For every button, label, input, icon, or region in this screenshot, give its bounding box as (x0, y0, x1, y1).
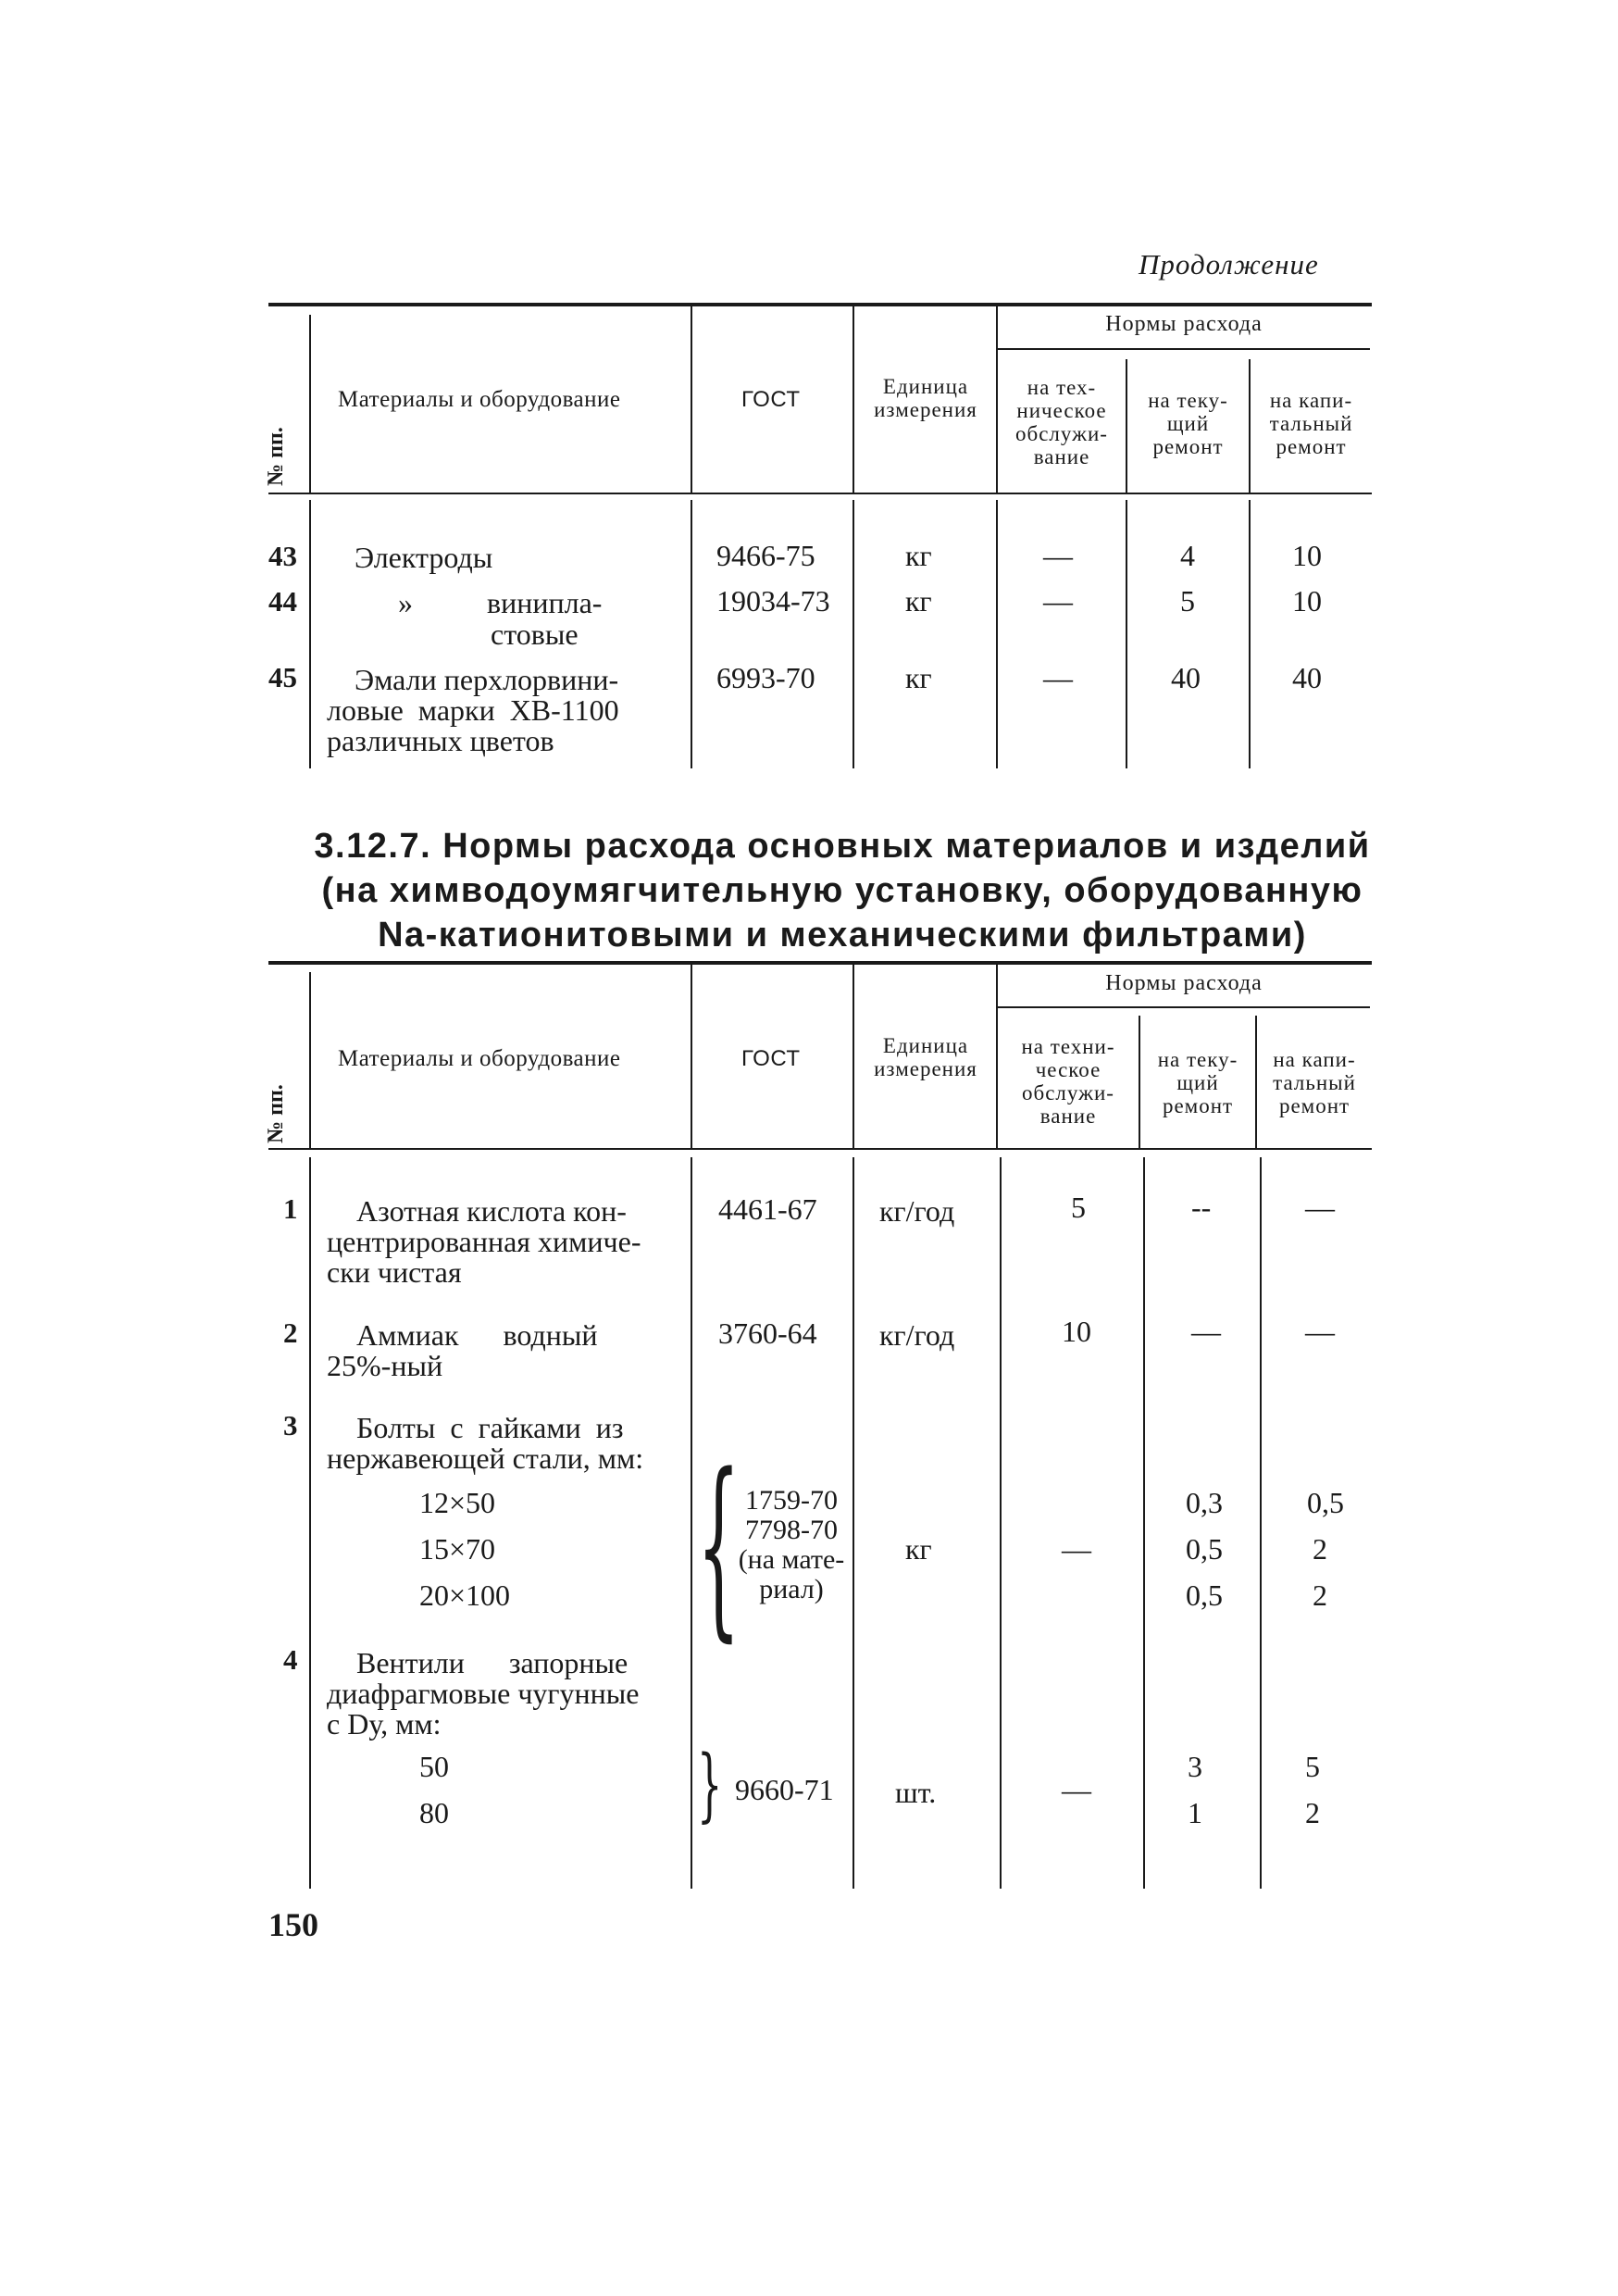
header-line: обслужи- (1015, 422, 1108, 445)
left-brace: { (697, 1432, 741, 1659)
unit-value: кг (905, 539, 932, 572)
col-rule (309, 500, 311, 768)
current-value: 1 (1188, 1796, 1202, 1829)
material-name: нержавеющей стали, мм: (327, 1441, 644, 1475)
unit-value: кг (905, 584, 932, 618)
col-rule (853, 306, 854, 493)
unit-header (855, 375, 996, 421)
norms-header: Нормы расхода (1105, 971, 1263, 995)
unit-header (855, 1034, 996, 1080)
size-value: 20×100 (419, 1578, 511, 1612)
col-rule (309, 1157, 311, 1889)
unit-header-line: измерения (874, 1057, 977, 1080)
col-rule (853, 965, 854, 1148)
col-rule (691, 306, 692, 493)
current-value: 5 (1180, 584, 1195, 618)
size-value: 12×50 (419, 1486, 496, 1519)
maint-value: — (1062, 1773, 1091, 1806)
norms-rule (998, 348, 1370, 350)
capital-header (1251, 389, 1372, 458)
header-line: тальный (1269, 412, 1353, 435)
heading-line: 3.12.7. Нормы расхода основных материалов и изделий (314, 827, 1371, 866)
material-name: Болты с гайками из (356, 1411, 624, 1444)
gost-value: 9466-75 (716, 539, 815, 572)
gost-value: 9660-71 (735, 1773, 834, 1806)
gost-value: 6993-70 (716, 661, 815, 694)
maint-header (998, 1035, 1139, 1128)
materials-header: Материалы и оборудование (338, 387, 621, 412)
maint-value: 5 (1071, 1191, 1086, 1224)
gost-value (731, 1486, 852, 1604)
current-value: 3 (1188, 1750, 1202, 1783)
col-rule (1249, 500, 1251, 768)
gost-header: ГОСТ (741, 1046, 801, 1071)
page-number: 150 (268, 1906, 318, 1943)
col-rule (309, 315, 311, 493)
num-col-header: № пп. (264, 1084, 288, 1143)
current-value: 4 (1180, 539, 1195, 572)
header-line: щий (1176, 1071, 1219, 1094)
material-name: Электроды (355, 541, 493, 574)
col-rule (1260, 1157, 1262, 1889)
col-rule (691, 965, 692, 1148)
header-line: вание (1033, 445, 1090, 468)
unit-value: кг (905, 1532, 932, 1566)
gost-line: 7798-70 (745, 1515, 838, 1545)
material-name: Аммиак водный (356, 1318, 598, 1352)
capital-value: 2 (1313, 1532, 1327, 1566)
header-bottom-rule (268, 493, 1372, 494)
col-rule (691, 1157, 692, 1889)
gost-value: 19034-73 (716, 584, 830, 618)
norms-rule (998, 1006, 1370, 1008)
gost-value: 4461-67 (718, 1192, 817, 1226)
header-line: ческое (1035, 1058, 1101, 1081)
maint-value: — (1062, 1532, 1091, 1566)
material-name: различных цветов (327, 724, 554, 757)
header-line: вание (1039, 1104, 1097, 1128)
maint-header (998, 376, 1126, 468)
materials-header: Материалы и оборудование (338, 1046, 621, 1071)
header-line: ремонт (1276, 435, 1347, 458)
header-line: на капи- (1273, 1048, 1356, 1071)
right-brace: } (697, 1739, 723, 1831)
size-value: 80 (419, 1796, 449, 1829)
gost-line: 1759-70 (745, 1485, 838, 1516)
capital-value: — (1305, 1315, 1335, 1348)
row-number: 3 (283, 1409, 298, 1441)
capital-value: 0,5 (1307, 1486, 1344, 1519)
material-name: стовые (491, 618, 579, 651)
heading-line: (на химводоумягчительную установку, оборудованную (321, 871, 1363, 910)
section-heading (310, 824, 1375, 957)
current-value: 40 (1171, 661, 1201, 694)
capital-value: 2 (1313, 1578, 1327, 1612)
col-rule (996, 500, 998, 768)
col-rule (1126, 500, 1127, 768)
norms-header: Нормы расхода (1105, 312, 1263, 336)
material-name: Азотная кислота кон- (356, 1194, 627, 1228)
header-line: ническое (1016, 399, 1107, 422)
material-name: Вентили запорные (356, 1646, 629, 1679)
capital-header (1257, 1048, 1372, 1117)
gost-line: (на мате- (738, 1544, 845, 1575)
unit-value: кг/год (879, 1194, 955, 1228)
size-value: 15×70 (419, 1532, 496, 1566)
current-value: -- (1191, 1191, 1212, 1224)
header-line: тальный (1273, 1071, 1356, 1094)
continuation-label: Продолжение (1139, 248, 1319, 281)
col-rule (853, 1157, 854, 1889)
col-rule (853, 500, 854, 768)
heading-line: Na-катионитовыми и механическими фильтрами) (378, 916, 1307, 955)
col-rule (1143, 1157, 1145, 1889)
header-line: обслужи- (1022, 1081, 1114, 1104)
material-name: диафрагмовые чугунные (327, 1677, 640, 1710)
current-value: — (1191, 1315, 1221, 1348)
table-top-rule (268, 303, 1372, 306)
header-line: на тех- (1027, 376, 1097, 399)
current-value: 0,5 (1186, 1578, 1223, 1612)
gost-value: 3760-64 (718, 1316, 817, 1350)
unit-header-line: Единица (882, 375, 969, 398)
gost-line: риал) (759, 1574, 824, 1604)
capital-value: 10 (1292, 539, 1322, 572)
material-name: Эмали перхлорвини- (355, 663, 619, 696)
material-name: ски чистая (327, 1255, 462, 1289)
num-col-header: № пп. (264, 427, 288, 486)
capital-value: 40 (1292, 661, 1322, 694)
row-number: 4 (283, 1643, 298, 1676)
size-value: 50 (419, 1750, 449, 1783)
header-line: на техни- (1021, 1035, 1115, 1058)
material-name: центрированная химиче- (327, 1225, 641, 1258)
unit-value: шт. (895, 1776, 937, 1809)
current-value: 0,5 (1186, 1532, 1223, 1566)
col-rule (309, 972, 311, 1148)
unit-value: кг/год (879, 1318, 955, 1352)
capital-value: — (1305, 1191, 1335, 1224)
row-number: 1 (283, 1192, 298, 1225)
unit-header-line: измерения (874, 398, 977, 421)
maint-value: 10 (1062, 1315, 1091, 1348)
header-line: на капи- (1269, 389, 1353, 412)
capital-value: 5 (1305, 1750, 1320, 1783)
current-header (1140, 1048, 1255, 1117)
header-line: на теку- (1148, 389, 1228, 412)
col-rule (1000, 1157, 1002, 1889)
header-line: ремонт (1152, 435, 1224, 458)
row-number: 44 (268, 585, 297, 618)
col-rule (691, 500, 692, 768)
header-line: на теку- (1157, 1048, 1238, 1071)
header-bottom-rule (268, 1148, 1372, 1150)
gost-header: ГОСТ (741, 387, 801, 412)
row-number: 43 (268, 540, 297, 572)
material-name: » винипла- (398, 586, 603, 619)
capital-value: 10 (1292, 584, 1322, 618)
capital-value: 2 (1305, 1796, 1320, 1829)
table-top-rule (268, 961, 1372, 965)
maint-value: — (1043, 661, 1073, 694)
maint-value: — (1043, 539, 1073, 572)
unit-header-line: Единица (882, 1034, 969, 1057)
row-number: 45 (268, 661, 297, 693)
header-line: ремонт (1278, 1094, 1350, 1117)
current-header (1127, 389, 1249, 458)
row-number: 2 (283, 1316, 298, 1349)
header-line: щий (1166, 412, 1210, 435)
unit-value: кг (905, 661, 932, 694)
header-line: ремонт (1162, 1094, 1234, 1117)
material-name: с Dу, мм: (327, 1707, 442, 1741)
maint-value: — (1043, 584, 1073, 618)
material-name: ловые марки ХВ-1100 (327, 693, 619, 727)
material-name: 25%-ный (327, 1349, 443, 1382)
current-value: 0,3 (1186, 1486, 1223, 1519)
